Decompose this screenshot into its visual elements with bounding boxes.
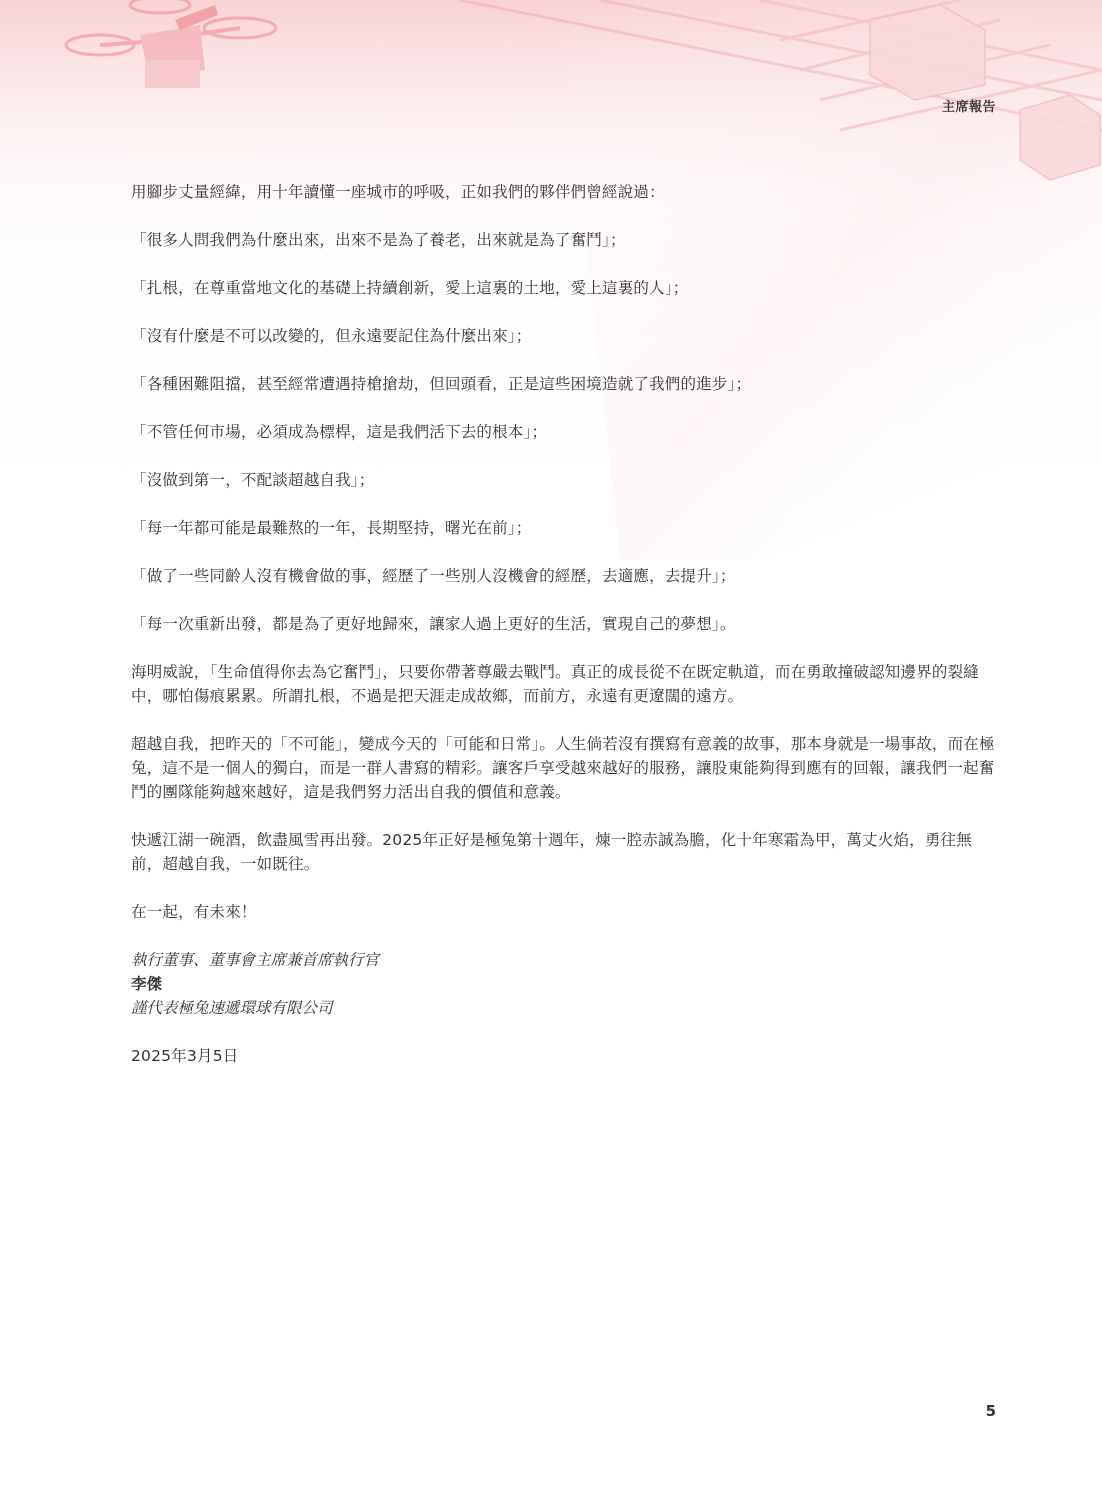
quote-line: 「各種困難阻擋，甚至經常遭遇持槍搶劫，但回頭看，正是這些困境造就了我們的進步」； (131, 375, 752, 393)
on-behalf-of: 謹代表極兔速遞環球有限公司 (131, 999, 333, 1017)
quote-line: 「很多人問我們為什麼出來，出來不是為了養老，出來就是為了奮鬥」； (131, 231, 626, 249)
page-number: 5 (985, 1402, 996, 1420)
quote-line: 「做了一些同齡人沒有機會做的事，經歷了一些別人沒機會的經歷，去適應，去提升」； (131, 567, 736, 585)
signatory-title: 執行董事、董事會主席兼首席執行官 (131, 951, 380, 969)
body-paragraph: 海明威說，「生命值得你去為它奮鬥」，只要你帶著尊嚴去戰鬥。真正的成長從不在既定軌道，而在勇敢撞破認知邊界的裂縫中，哪怕傷痕累累。所謂扎根，不過是把天涯走成故鄉，而前方，永遠有更遼闊的遠方。 (131, 663, 980, 705)
quote-line: 「扎根，在尊重當地文化的基礎上持續創新，愛上這裏的土地，愛上這裏的人」； (131, 279, 689, 297)
quote-line: 「不管任何市場，必須成為標桿，這是我們活下去的根本」； (131, 423, 548, 441)
quote-line: 「每一年都可能是最難熬的一年，長期堅持，曙光在前」； (131, 519, 532, 537)
quote-line: 「每一次重新出發，都是為了更好地歸來，讓家人過上更好的生活，實現自己的夢想」。 (131, 615, 736, 633)
intro-paragraph: 用腳步丈量經緯，用十年讀懂一座城市的呼吸，正如我們的夥伴們曾經說過： (131, 183, 665, 201)
quote-line: 「沒做到第一，不配談超越自我」； (131, 471, 375, 489)
signature-block (131, 948, 999, 1020)
quote-line: 「沒有什麼是不可以改變的，但永遠要記住為什麼出來」； (131, 327, 532, 345)
letter-body (131, 180, 999, 1092)
body-paragraph: 快遞江湖一碗酒，飲盡風雪再出發。2025年正好是極兔第十週年，煉一腔赤誠為膽，化十年寒霜為甲，萬丈火焰，勇往無前，超越自我，一如既往。 (131, 831, 972, 873)
signatory-name: 李傑 (131, 975, 163, 993)
section-title: 主席報告 (941, 100, 996, 115)
closing-line: 在一起，有未來！ (131, 903, 257, 921)
letter-date: 2025年3月5日 (131, 1047, 239, 1065)
body-paragraph: 超越自我，把昨天的「不可能」，變成今天的「可能和日常」。人生倘若沒有撰寫有意義的故事，那本身就是一場事故，而在極兔，這不是一個人的獨白，而是一群人書寫的精彩。讓客戶享受越來越好的服務，讓股東能夠得到應有的回報，讓我們一起奮鬥的團隊能夠越來越好，這是我們努力活出自我的價值和意義。 (131, 735, 995, 801)
